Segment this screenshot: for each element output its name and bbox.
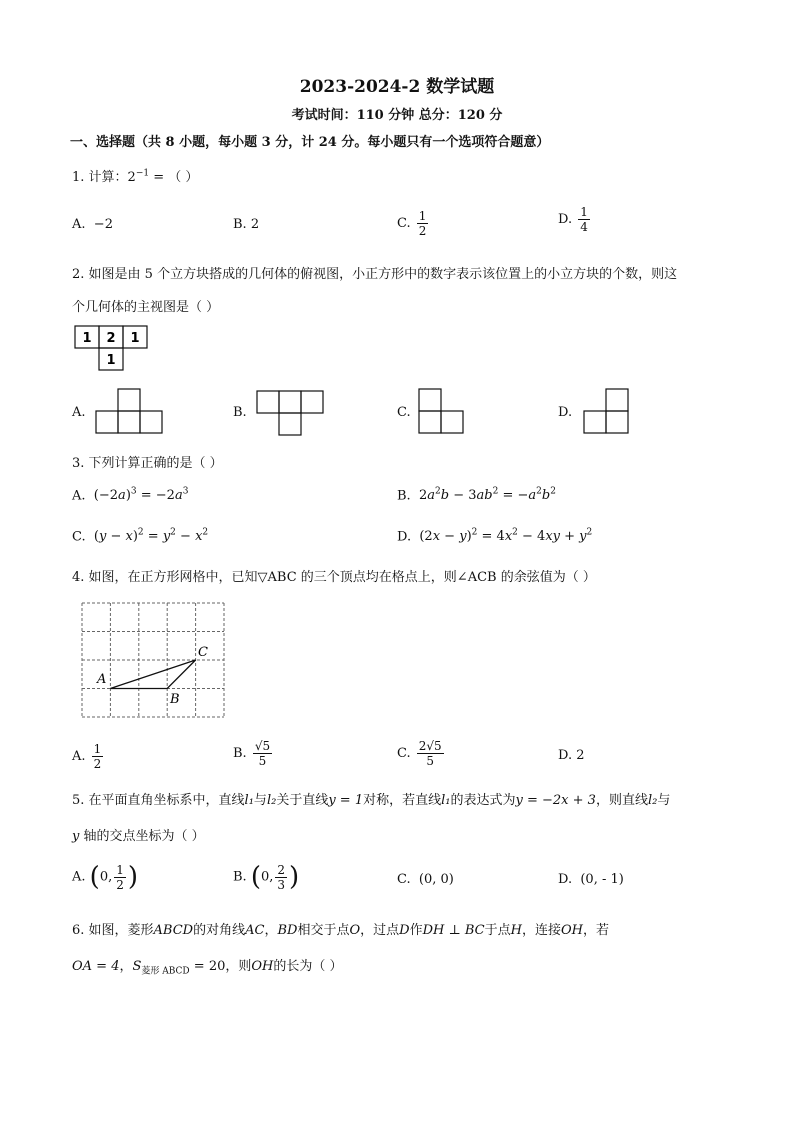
q5-option-d[interactable]: D. (0, - 1) <box>558 872 624 887</box>
q2-option-c-figure <box>419 389 465 435</box>
q3-c-expression: $(y - x)^2 = y^2 - x^2$ <box>93 528 209 545</box>
question-5-stem-line2: y 轴的交点坐标为（ ） <box>72 829 205 844</box>
q5-option-c[interactable]: C. (0, 0) <box>397 872 454 887</box>
q2-option-b-figure <box>257 391 325 437</box>
q3-option-c[interactable]: C. $(y - x)^2 = y^2 - x^2$ <box>72 528 209 545</box>
question-1-stem: 1. 计算：$2^{-1}$ = （ ） <box>72 168 199 185</box>
q2-option-c[interactable]: C. <box>397 405 411 420</box>
vertex-c-label: C <box>198 645 208 660</box>
question-3-stem: 3. 下列计算正确的是（ ） <box>72 456 223 471</box>
fraction: $\frac{1}{2}$ <box>418 209 427 238</box>
fraction: $\frac{1}{4}$ <box>580 205 588 234</box>
grid-cell-3: 1 <box>130 331 140 346</box>
q5-option-b[interactable]: B. (0, $\frac{2}{3}$ ) <box>233 862 300 892</box>
grid-cell-1: 1 <box>82 331 92 346</box>
q1-option-b[interactable]: B. 2 <box>233 217 260 232</box>
grid-cell-2: 2 <box>106 331 116 346</box>
exam-title: 2023-2024-2 数学试题 <box>299 77 495 97</box>
fraction: $\frac{2}{3}$ <box>277 862 286 892</box>
q1-option-d[interactable]: D. $\frac{1}{4}$ <box>558 205 588 234</box>
question-6-stem-line1: 6. 如图，菱形ABCD的对角线AC，BD相交于点O，过点D作DH ⊥ BC于点H，连接OH，若 <box>72 923 610 938</box>
q3-d-expression: $(2x - y)^2 = 4x^2 - 4xy + y^2$ <box>419 528 593 545</box>
question-5-stem-line1: 5. 在平面直角坐标系中，直线l₁与l₂关于直线y = 1对称，若直线l₁的表达式为y = −2x + 3，则直线l₂与 <box>72 793 671 808</box>
exam-subtitle: 考试时间：110 分钟 总分：120 分 <box>291 108 503 123</box>
vertex-a-label: A <box>97 672 107 687</box>
q2-option-d-figure <box>584 389 630 435</box>
q3-option-d[interactable]: D. $(2x - y)^2 = 4x^2 - 4xy + y^2$ <box>397 528 593 545</box>
q1-option-c[interactable]: C. $\frac{1}{2}$ <box>397 209 427 238</box>
triangle-abc <box>110 660 195 689</box>
q3-option-b[interactable]: B. $2a^2b - 3ab^2 = -a^2b^2$ <box>397 487 556 504</box>
fraction: $\frac{√5}{5}$ <box>254 739 271 768</box>
vertex-b-label: B <box>170 692 180 707</box>
question-4-stem: 4. 如图，在正方形网格中，已知▽ABC 的三个顶点均在格点上，则∠ACB 的余弦值为（ ） <box>72 570 596 585</box>
q3-a-expression: $(-2a)^3 = -2a^3$ <box>93 487 189 504</box>
q3-b-expression: $2a^2b - 3ab^2 = -a^2b^2$ <box>418 487 556 504</box>
q2-option-d[interactable]: D. <box>558 405 573 420</box>
q2-option-a-figure <box>96 389 164 435</box>
grid-cell-4: 1 <box>106 353 116 368</box>
q4-option-a[interactable]: A. $\frac{1}{2}$ <box>72 742 102 771</box>
q2-option-a[interactable]: A. <box>72 405 86 420</box>
question-6-stem-line2: OA = 4，$S_{菱形 ABCD} = 20$，则OH的长为（ ） <box>72 959 343 977</box>
fraction: $\frac{1}{2}$ <box>116 862 124 892</box>
q4-option-d[interactable]: D. 2 <box>558 748 585 763</box>
q2-option-b[interactable]: B. <box>233 405 247 420</box>
section-heading: 一、选择题（共 8 小题，每小题 3 分，计 24 分。每小题只有一个选项符合题意） <box>70 135 550 150</box>
q4-option-b[interactable]: B. $\frac{√5}{5}$ <box>233 739 271 768</box>
q5-option-a[interactable]: A. (0, $\frac{1}{2}$ ) <box>72 862 139 892</box>
question-2-stem-line2: 个几何体的主视图是（ ） <box>72 300 220 315</box>
q1-option-a[interactable]: A. −2 <box>72 217 113 232</box>
square-grid-figure <box>82 603 227 723</box>
question-2-stem-line1: 2. 如图是由 5 个立方块搭成的几何体的俯视图，小正方形中的数字表示该位置上的小立方块的个数，则这 <box>72 267 678 282</box>
q3-option-a[interactable]: A. $(-2a)^3 = -2a^3$ <box>72 487 189 504</box>
q4-option-c[interactable]: C. $\frac{2√5}{5}$ <box>397 739 442 768</box>
top-view-grid <box>75 326 150 372</box>
fraction: $\frac{1}{2}$ <box>93 742 102 771</box>
fraction: $\frac{2√5}{5}$ <box>418 739 442 768</box>
